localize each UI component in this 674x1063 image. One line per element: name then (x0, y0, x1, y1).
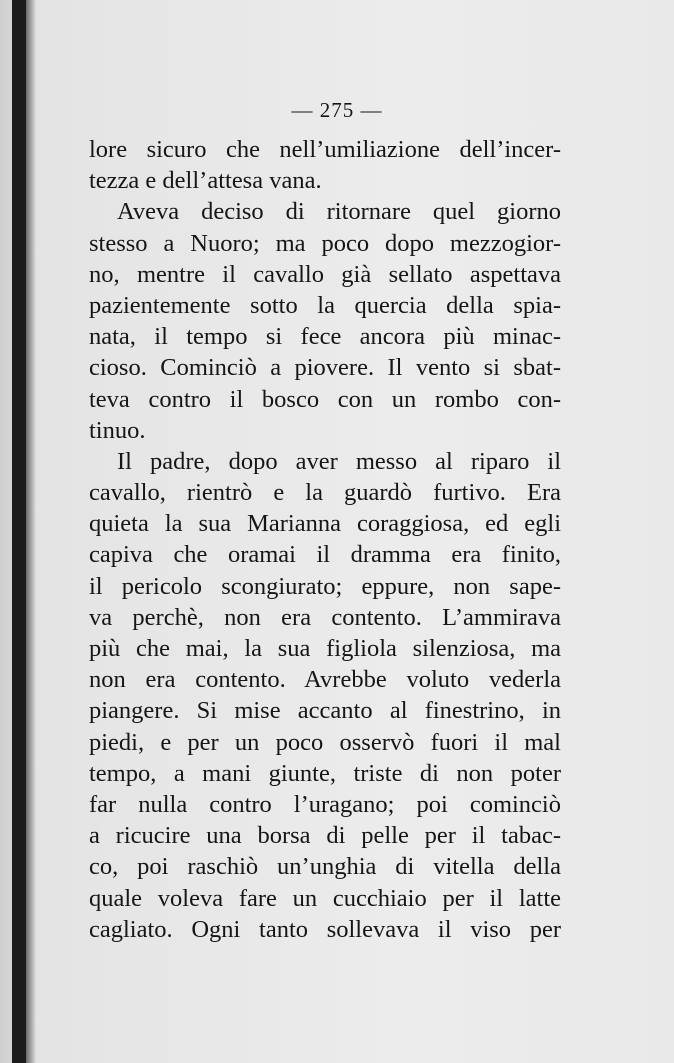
text-line: non era contento. Avrebbe voluto vederla (89, 666, 561, 694)
text-line: cavallo, rientrò e la guardò furtivo. Era (89, 479, 561, 507)
text-line: quieta la sua Marianna coraggiosa, ed egli (89, 510, 561, 538)
text-line: nata, il tempo si fece ancora più minac- (89, 323, 561, 351)
text-line: stesso a Nuoro; ma poco dopo mezzogior- (89, 229, 561, 257)
body-text (89, 134, 561, 945)
book-binding-edge (12, 0, 26, 1063)
text-line: no, mentre il cavallo già sellato aspettava (89, 260, 561, 288)
text-line: co, poi raschiò un’unghia di vitella della (89, 853, 561, 881)
text-line: far nulla contro l’uragano; poi cominciò (89, 790, 561, 818)
binding-shadow (26, 0, 36, 1063)
text-line: pazientemente sotto la quercia della spia- (89, 291, 561, 319)
text-line: il pericolo scongiurato; eppure, non sape- (89, 572, 561, 600)
text-line: va perchè, non era contento. L’ammirava (89, 603, 561, 631)
text-line: piedi, e per un poco osservò fuori il mal (89, 728, 561, 756)
text-line: cagliato. Ogni tanto sollevava il viso per (89, 915, 561, 943)
page-number: — 275 — (291, 98, 383, 122)
text-line: tinuo. (89, 416, 146, 444)
text-line: Il padre, dopo aver messo al riparo il (117, 447, 561, 475)
text-line: lore sicuro che nell’umiliazione dell’incer- (89, 136, 561, 163)
text-line: più che mai, la sua figliola silenziosa, ma (89, 635, 561, 662)
text-line: tempo, a mani giunte, triste di non poter (89, 759, 561, 787)
text-line: Aveva deciso di ritornare quel giorno (117, 198, 561, 226)
text-line: teva contro il bosco con un rombo con- (89, 385, 561, 413)
text-line: cioso. Cominciò a piovere. Il vento si sbat- (89, 354, 561, 382)
text-line: piangere. Si mise accanto al finestrino, in (89, 697, 561, 725)
text-line: quale voleva fare un cucchiaio per il latte (89, 884, 561, 912)
text-line: a ricucire una borsa di pelle per il tabac- (89, 822, 561, 850)
text-line: capiva che oramai il dramma era finito, (89, 541, 561, 569)
text-line: tezza e dell’attesa vana. (89, 167, 322, 195)
